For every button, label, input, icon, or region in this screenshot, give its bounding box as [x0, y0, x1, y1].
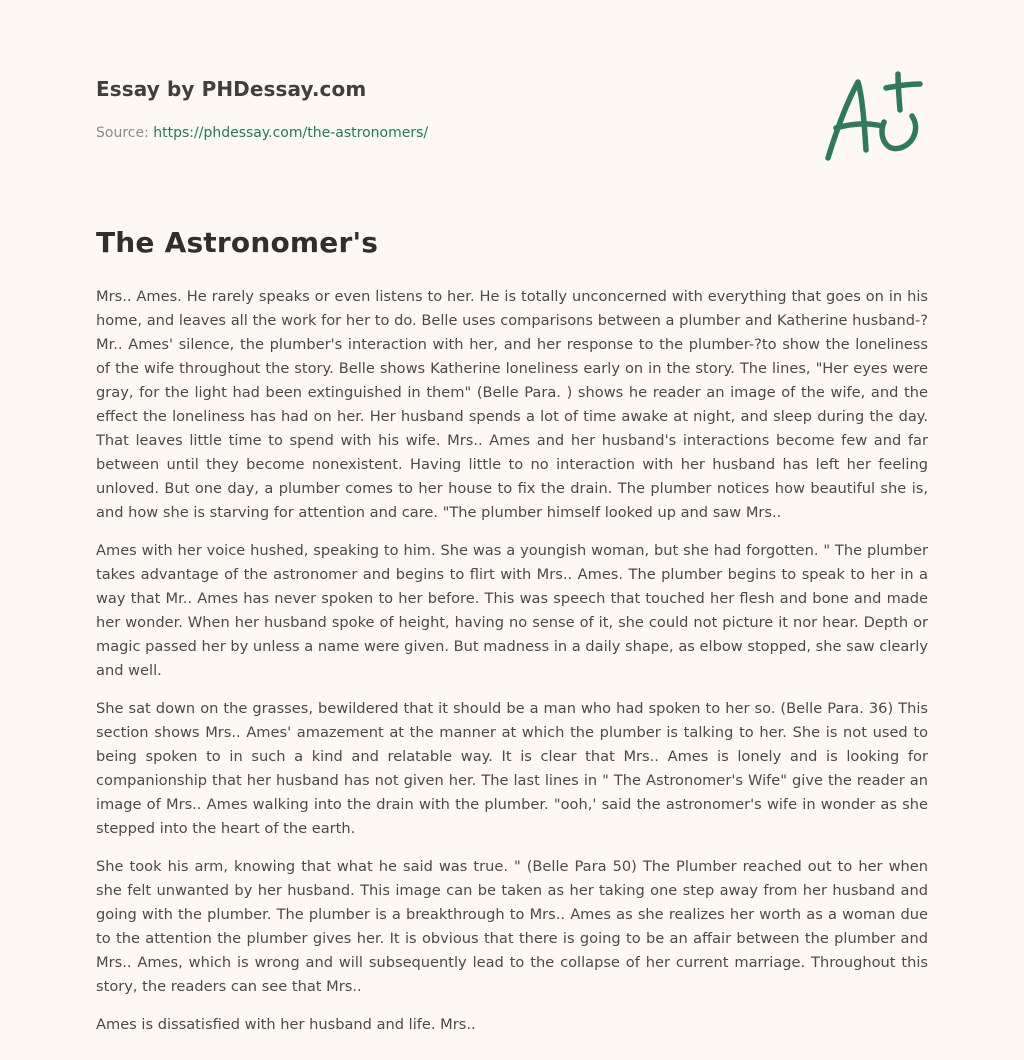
site-title: Essay by PHDessay.com: [96, 77, 367, 101]
essay-paragraph: Ames is dissatisfied with her husband and life. Mrs..: [96, 1016, 476, 1033]
source-label: Source:: [96, 125, 149, 141]
essay-page: [96, 0, 928, 1060]
essay-paragraph: She took his arm, knowing that what he said was true. " (Belle Para 50) The Plumber reached out to her when she felt unwanted by her husband. This image can be taken as her taking one step away from her husband and going with the plumber. The plumber is a breakthrough to Mrs.. Ames as she realizes her worth as a woman due to the attention the plumber gives her. It is obvious that there is going to be an affair between the plumber and Mrs.. Ames, which is wrong and will subsequently lead to the collapse of her current marriage. Throughout this story, the readers can see that Mrs..: [96, 858, 928, 995]
essay-paragraph: Mrs.. Ames. He rarely speaks or even listens to her. He is totally unconcerned with everything that goes on in his home, and leaves all the work for her to do. Belle uses comparisons between a plumber and Katherine husband-?Mr.. Ames' silence, the plumber's interaction with her, and her response to the plumber-?to show the loneliness of the wife throughout the story. Belle shows Katherine loneliness early on in the story. The lines, "Her eyes were gray, for the light had been extinguished in them" (Belle Para. ) shows he reader an image of the wife, and the effect the loneliness has had on her. Her husband spends a lot of time awake at night, and sleep during the day. That leaves little time to spend with his wife. Mrs.. Ames and her husband's interactions become few and far between until they become nonexistent. Having little to no interaction with her husband has left her feeling unloved. But one day, a plumber comes to her house to fix the drain. The plumber notices how beautiful she is, and how she is starving for attention and care. "The plumber himself looked up and saw Mrs..: [96, 288, 928, 521]
essay-paragraph: Ames with her voice hushed, speaking to him. She was a youngish woman, but she had forgotten. " The plumber takes advantage of the astronomer and begins to flirt with Mrs.. Ames. The plumber begins to speak to her in a way that Mr.. Ames has never spoken to her before. This was speech that touched her flesh and bone and made her wonder. When her husband spoke of height, having no sense of it, she could not picture it nor hear. Depth or magic passed her by unless a name were given. But madness in a daily shape, as elbow stopped, she saw clearly and well.: [96, 542, 928, 679]
source-line: [96, 125, 428, 141]
a-plus-logo-icon: [822, 66, 926, 166]
essay-title: The Astronomer's: [96, 226, 379, 259]
essay-paragraph: She sat down on the grasses, bewildered that it should be a man who had spoken to her so. (Belle Para. 36) This section shows Mrs.. Ames' amazement at the manner at which the plumber is talking to her. She is not used to being spoken to in such a kind and relatable way. It is clear that Mrs.. Ames is lonely and is looking for companionship that her husband has not given her. The last lines in " The Astronomer's Wife" give the reader an image of Mrs.. Ames walking into the drain with the plumber. "ooh,' said the astronomer's wife in wonder as she stepped into the heart of the earth.: [96, 700, 928, 837]
source-link[interactable]: https://phdessay.com/the-astronomers/: [153, 125, 429, 141]
essay-body: [96, 285, 928, 1051]
